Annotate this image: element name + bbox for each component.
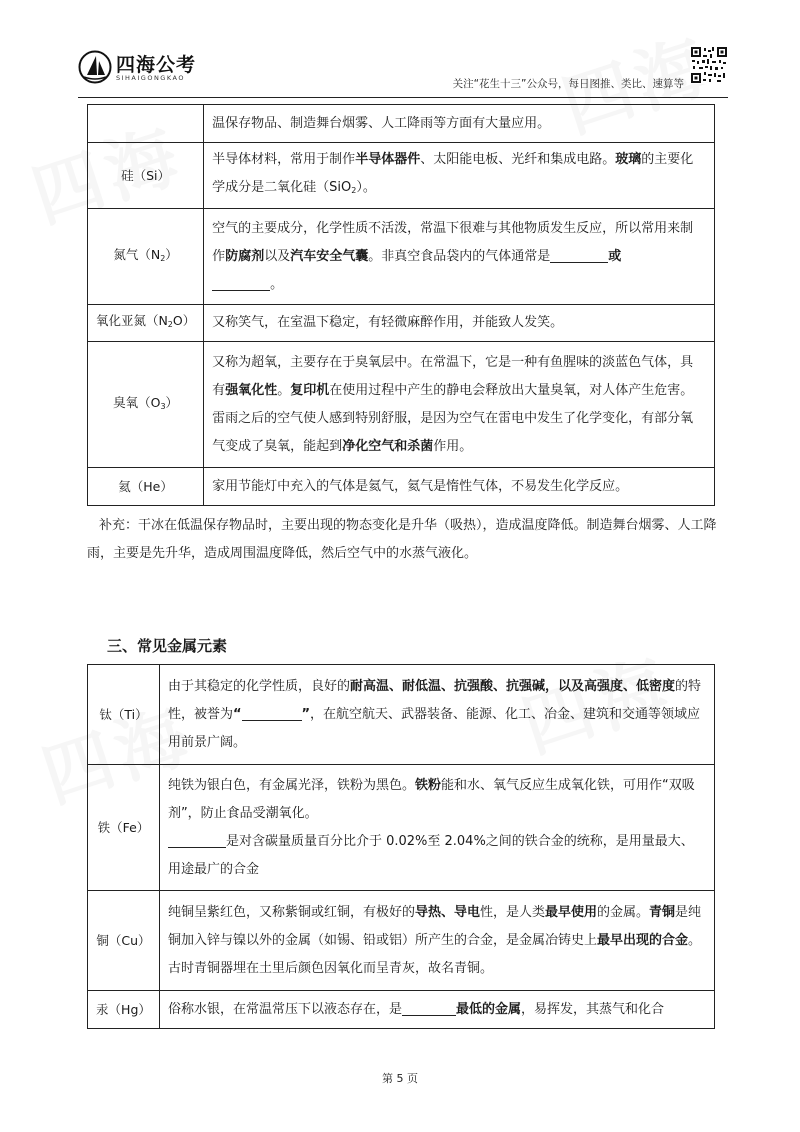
description-text: 性，是人类 [479, 904, 545, 920]
description-text: 是对含碳量质量百分比介于 0.02%至 2.04%之间的铁合金的统称，是用量最大、用途最广的合金 [167, 833, 694, 877]
qr-code-icon[interactable] [690, 46, 728, 84]
logo-subtitle: SIHAIGONGKAO [116, 74, 185, 82]
subscript: 2 [167, 320, 173, 329]
element-description-cell [204, 468, 715, 506]
description-text: 又称笑气，在室温下稳定，有轻微麻醉作用，并能致人发笑。 [212, 315, 564, 330]
element-name-text: O） [172, 313, 196, 328]
description-text: 纯铁为银白色，有金属光泽，铁粉为黑色。 [167, 777, 415, 793]
description-text: 空气的主要成分，化学性质不活泼，常温下很难与其他物质发生反应，所以常用来制作 [212, 220, 694, 264]
element-description-cell [204, 305, 715, 342]
table-row [88, 468, 715, 506]
logo [78, 46, 208, 92]
element-description-cell [159, 765, 714, 891]
description-text: 家用节能灯中充入的气体是氦气，氦气是惰性气体，不易发生化学反应。 [212, 478, 629, 494]
table-row [88, 143, 715, 209]
element-name-cell [88, 305, 204, 342]
description-text: 温保存物品、制造舞台烟雾、人工降雨等方面有大量应用。 [212, 115, 551, 131]
element-name-cell [88, 342, 204, 468]
element-description-cell [204, 342, 715, 468]
element-description-cell [159, 891, 714, 991]
key-term: 或 [608, 248, 622, 264]
key-term: 净化空气和杀菌 [342, 438, 434, 454]
fill-in-blank[interactable] [242, 705, 302, 721]
element-name-text: 臭氧（O [113, 394, 161, 410]
description-text: 由于其稳定的化学性质，良好的 [167, 678, 350, 694]
element-name-text: 氧化亚氮（N [95, 313, 168, 328]
fill-in-blank[interactable] [168, 832, 226, 848]
key-term: 最低的金属 [455, 1001, 521, 1017]
description-text: 。非真空食品袋内的气体通常是 [368, 248, 551, 264]
subscript: 2 [160, 253, 166, 263]
element-name-cell [88, 105, 204, 143]
element-name-cell: 硅（Si） [88, 143, 204, 209]
section-title: 三、常见金属元素 [107, 637, 228, 655]
element-description-cell [159, 665, 714, 765]
element-name-text: 氮气（N [113, 246, 161, 262]
key-term: 复印机 [290, 382, 330, 398]
table-row [88, 765, 715, 891]
key-term: 最早出现的合金 [596, 932, 688, 948]
key-term: 防腐剂 [225, 248, 265, 264]
key-term: 玻璃 [615, 152, 642, 167]
key-term: 强氧化性 [225, 382, 278, 398]
description-text: 。 [277, 382, 291, 398]
key-term: 导热、导电 [414, 904, 480, 920]
element-name-cell: 钛（Ti） [88, 665, 160, 765]
key-term: 耐高温、耐低温、抗强酸、抗强碱，以及高强度、低密度 [349, 678, 675, 694]
description-text: 以及 [264, 248, 291, 264]
table-row [88, 209, 715, 305]
description-text: ，在航空航天、武器装备、能源、化工、冶金、建筑和交通等领域应用前景广阔。 [167, 706, 701, 750]
fill-in-blank[interactable] [212, 275, 270, 291]
key-term: 最早使用 [544, 904, 597, 920]
description-text: 的主要化学成分是二氧化硅（SiO [212, 152, 694, 195]
page-header [78, 46, 728, 98]
element-name-cell: 氦（He） [88, 468, 204, 506]
element-description-cell [204, 105, 715, 143]
description-text: 半导体材料，常用于制作 [212, 152, 356, 167]
element-name-text: ） [165, 394, 179, 410]
description-text: 俗称水银，在常温常压下以液态存在，是 [167, 1001, 402, 1017]
description-text: 又称为超氧，主要存在于臭氧层中。在常温下，它是一种有鱼腥味的淡蓝色气体，具有 [212, 354, 694, 398]
description-text: 纯铜呈紫红色，又称紫铜或红铜，有极好的 [167, 904, 415, 920]
key-term: 汽车安全气囊 [290, 248, 369, 264]
description-text: 。古时青铜器埋在土里后颜色因氧化而呈青灰，故名青铜。 [167, 932, 701, 976]
metal-table [87, 664, 715, 1029]
fill-in-blank[interactable] [550, 247, 608, 263]
key-term: “ [232, 706, 242, 722]
table-row [88, 305, 715, 342]
element-name-text: ） [165, 246, 178, 262]
logo-text: 四海公考 [116, 54, 197, 76]
description-text: 是纯铜加入锌与镍以外的金属（如锡、铅或铝）所产生的合金，是金属冶铸史上 [167, 904, 702, 948]
element-description-cell [204, 143, 715, 209]
element-description-cell [204, 209, 715, 305]
description-text: 、太阳能电板、光纤和集成电路。 [420, 152, 616, 167]
element-name-cell: 铁（Fe） [88, 765, 160, 891]
key-term: 铁粉 [414, 777, 441, 793]
description-text: 作用。 [433, 438, 473, 454]
element-name-cell: 汞（Hg） [88, 991, 160, 1029]
supplement-note: 补充：干冰在低温保存物品时，主要出现的物态变化是升华（吸热），造成温度降低。制造舞台烟雾、人工降雨，主要是先升华，造成周围温度降低，然后空气中的水蒸气液化。 [87, 518, 717, 561]
description-text: ，易挥发，其蒸气和化合 [520, 1001, 664, 1017]
table-row [88, 991, 715, 1029]
description-text: 能和水、氧气反应生成氧化铁，可用作“双吸剂”，防止食品受潮氧化。 [167, 777, 695, 821]
fill-in-blank[interactable] [402, 1000, 456, 1016]
subscript: 3 [160, 401, 166, 411]
page-number: 第 5 页 [382, 1072, 418, 1085]
description-text: ）。 [356, 180, 376, 195]
table-row [88, 891, 715, 991]
table-row [88, 105, 715, 143]
nonmetal-table [87, 104, 715, 506]
key-term: 青铜 [649, 904, 676, 920]
table-row [88, 342, 715, 468]
description-text: 的金属。 [597, 904, 650, 920]
description-text: 。 [270, 276, 284, 292]
subscript: 2 [351, 186, 357, 195]
key-term: ” [301, 706, 311, 722]
header-slogan: 关注“花生十三”公众号，每日图推、类比、速算等 [452, 78, 684, 90]
element-name-cell [88, 209, 204, 305]
sail-logo-icon [78, 50, 112, 84]
element-description-cell [159, 991, 714, 1029]
description-text: 在使用过程中产生的静电会释放出大量臭氧，对人体产生危害。雷雨之后的空气使人感到特别舒服，是因为空气在雷电中发生了化学变化，有部分氧气变成了臭氧，能起到 [212, 382, 694, 454]
description-text: 的特性，被誉为 [167, 678, 701, 722]
key-term: 半导体器件 [355, 152, 421, 167]
table-row [88, 665, 715, 765]
element-name-cell: 铜（Cu） [88, 891, 160, 991]
